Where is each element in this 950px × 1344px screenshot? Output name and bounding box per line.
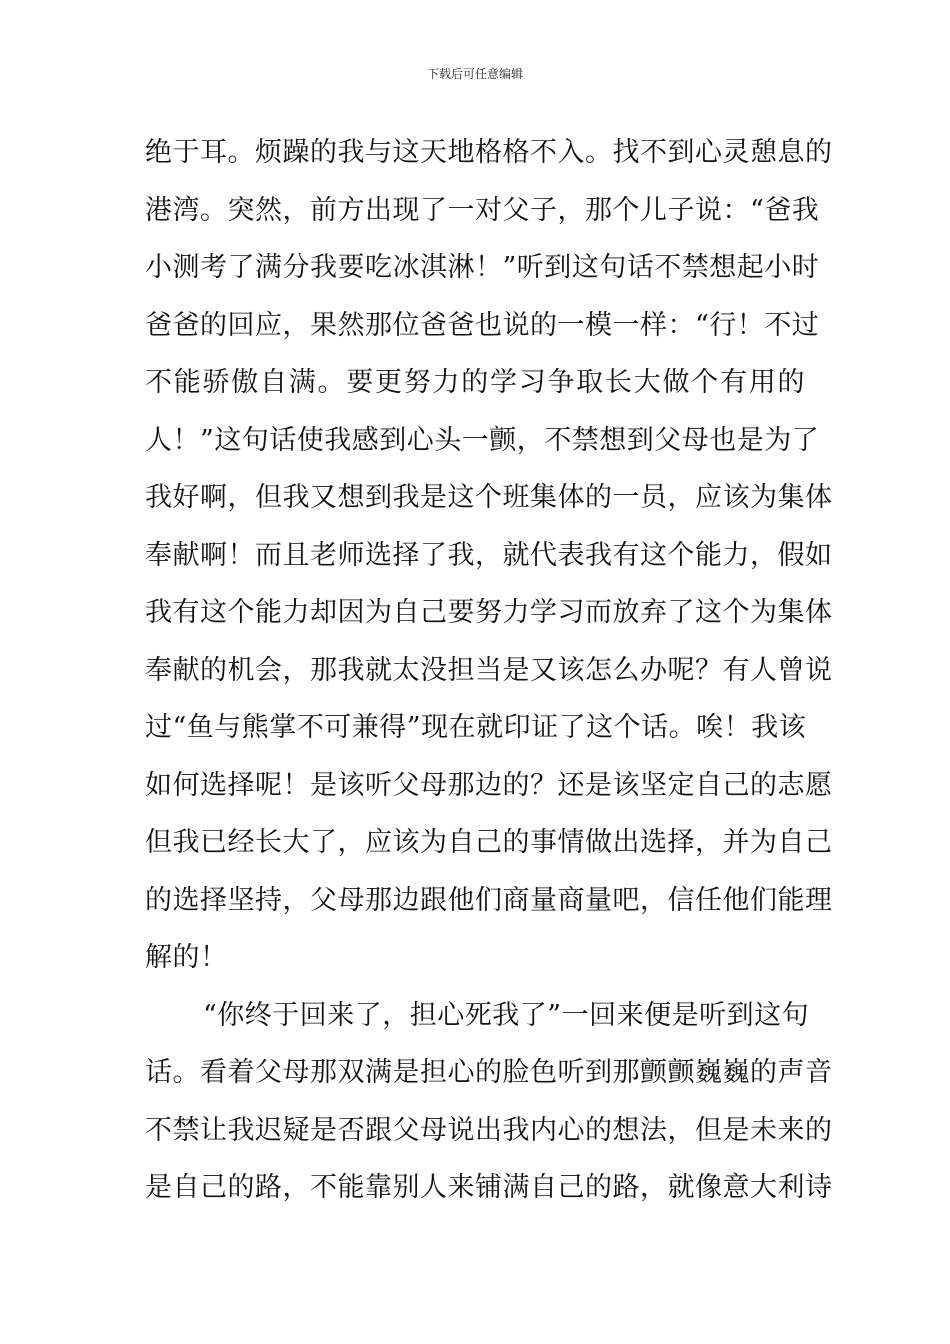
text-line: 的选择坚持，父母那边跟他们商量商量吧，信任他们能理: [145, 884, 833, 916]
page-header: 下载后可任意编辑: [426, 67, 523, 81]
text-line: 奉献的机会，那我就太没担当是又该怎么办呢？有人曾说: [145, 654, 833, 686]
document-body: [145, 130, 833, 1223]
text-line: 奉献啊！而且老师选择了我，就代表我有这个能力，假如: [145, 539, 833, 571]
text-line: 如何选择呢！是该听父母那边的？还是该坚定自己的志愿: [145, 769, 833, 801]
text-line: 我有这个能力却因为自己要努力学习而放弃了这个为集体: [145, 597, 833, 628]
text-line: 港湾。突然，前方出现了一对父子，那个儿子说：“爸我: [145, 194, 820, 226]
text-line: 绝于耳。烦躁的我与这天地格格不入。找不到心灵憩息的: [145, 137, 833, 168]
text-line: 我好啊，但我又想到我是这个班集体的一员，应该为集体: [145, 482, 833, 513]
text-line: 是自己的路，不能靠别人来铺满自己的路，就像意大利诗: [145, 1172, 833, 1203]
text-line: 爸爸的回应，果然那位爸爸也说的一模一样：“行！不过: [145, 309, 820, 341]
text-line: 不能骄傲自满。要更努力的学习争取长大做个有用的: [145, 367, 805, 398]
paragraph-start-line: “你终于回来了，担心死我了”一回来便是听到这句: [203, 999, 810, 1031]
text-line: 话。看着父母那双满是担心的脸色听到那颤颤巍巍的声音: [145, 1057, 833, 1088]
paragraph-end-line: 解的！: [145, 942, 228, 973]
text-line: 过“鱼与熊掌不可兼得”现在就印证了这个话。唉！我该: [145, 712, 807, 743]
text-line: 人！”这句话使我感到心头一颤，不禁想到父母也是为了: [145, 424, 820, 456]
text-line: 不禁让我迟疑是否跟父母说出我内心的想法，但是未来的: [145, 1114, 833, 1146]
text-line: 小测考了满分我要吃冰淇淋！”听到这句话不禁想起小时: [145, 252, 820, 283]
text-line: 但我已经长大了，应该为自己的事情做出选择，并为自己: [145, 827, 833, 858]
